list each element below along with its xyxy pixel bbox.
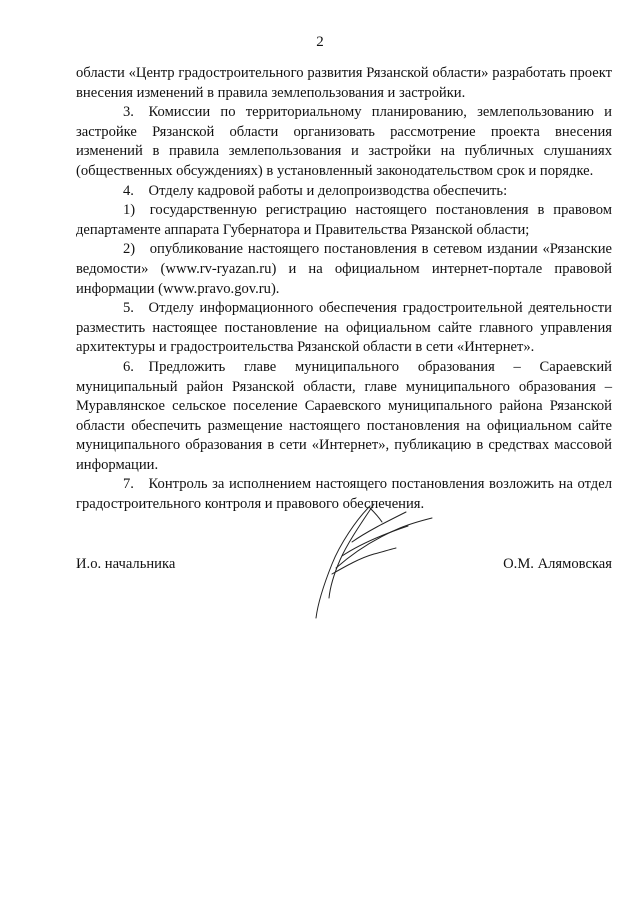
paragraph-item-5: 5. Отделу информационного обеспечения градостроительной деятельности разместить настоящее постановление на официальном сайте главного управления архитектуры и градостроительства Рязанской области в сети «Интернет».: [76, 300, 612, 356]
signatory-title: И.о. начальника: [76, 556, 176, 572]
signatory-name: О.М. Алямовская: [503, 556, 612, 572]
paragraph-continuation: области «Центр градостроительного развития Рязанской области» разработать проект внесения изменений в правила землепользования и застройки.: [76, 65, 612, 101]
page-number: 2: [316, 34, 324, 50]
paragraph-subitem-1: 1) государственную регистрацию настоящего постановления в правовом департаменте аппарата Губернатора и Правительства Рязанской области;: [76, 202, 612, 238]
paragraph-item-3: 3. Комиссии по территориальному планированию, землепользованию и застройке Рязанской области организовать рассмотрение проекта внесения изменений в правила землепользования и застройки на публичных слушаниях (общественных обсуждениях) в установленный законодательством срок и порядке.: [76, 104, 612, 179]
paragraph-item-6: 6. Предложить главе муниципального образования – Сараевский муниципальный район Рязанской области, главе муниципального образования – Муравлянское сельское поселение Сараевского муниципального района Рязанской области обеспечить размещение настоящего постановления на официальном сайте муниципального образования в сети «Интернет», публикацию в средствах массовой информации.: [76, 358, 612, 473]
document-body: [76, 64, 612, 515]
paragraph-item-4: 4. Отделу кадровой работы и делопроизводства обеспечить:: [123, 182, 508, 199]
paragraph-item-7: 7. Контроль за исполнением настоящего постановления возложить на отдел градостроительного контроля и правового обеспечения.: [76, 476, 612, 513]
handwritten-signature: [296, 498, 436, 628]
paragraph-subitem-2: 2) опубликование настоящего постановления в сетевом издании «Рязанские ведомости» (www.rv-ryazan.ru) и на официальном интернет-портале правовой информации (www.pravo.gov.ru).: [76, 241, 612, 297]
